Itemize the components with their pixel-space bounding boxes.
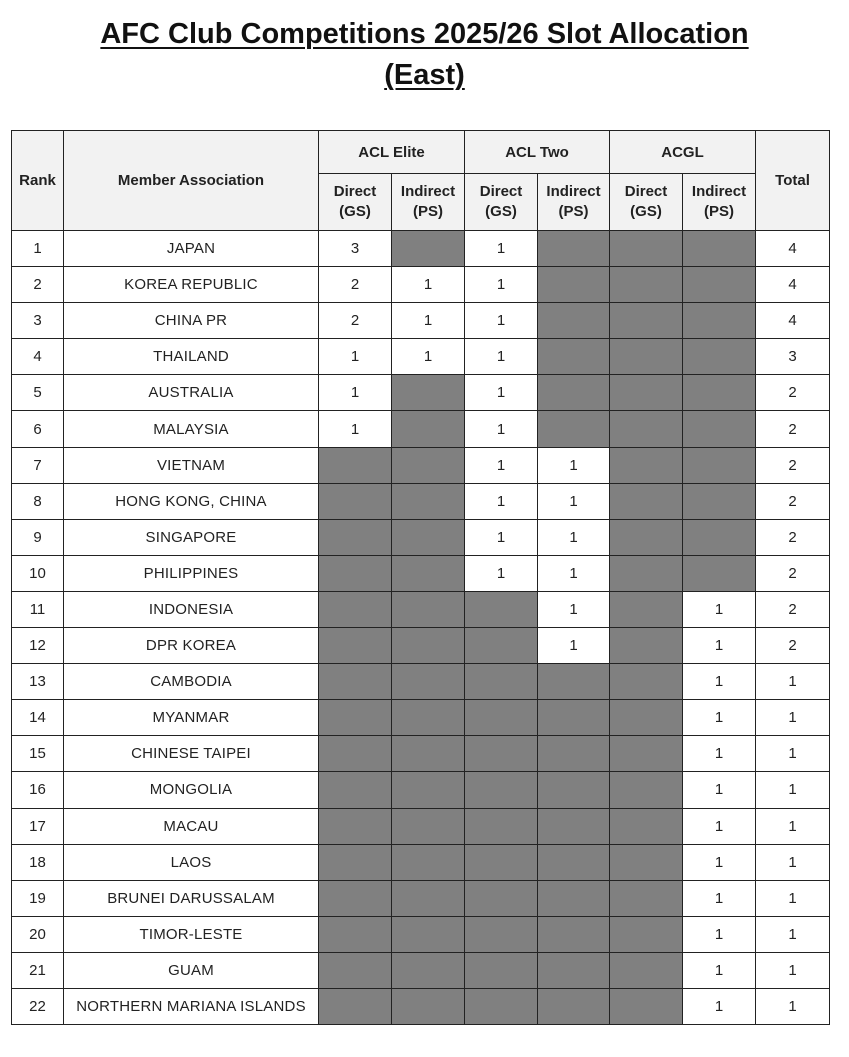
member-association-cell: MYANMAR <box>64 700 319 736</box>
unavailable-slot-cell <box>610 808 683 844</box>
unavailable-slot-cell <box>538 303 610 339</box>
unavailable-slot-cell <box>392 700 465 736</box>
total-cell: 1 <box>756 772 830 808</box>
header-gs-label: (GS) <box>630 203 662 220</box>
member-association-cell: MALAYSIA <box>64 411 319 447</box>
header-rank: Rank <box>12 131 64 231</box>
unavailable-slot-cell <box>683 411 756 447</box>
header-direct-gs <box>610 174 683 231</box>
table-row <box>12 339 830 375</box>
member-association-cell: THAILAND <box>64 339 319 375</box>
member-association-cell: JAPAN <box>64 231 319 267</box>
unavailable-slot-cell <box>538 988 610 1024</box>
rank-cell: 12 <box>12 628 64 664</box>
unavailable-slot-cell <box>610 988 683 1024</box>
unavailable-slot-cell <box>538 736 610 772</box>
member-association-cell: CHINA PR <box>64 303 319 339</box>
unavailable-slot-cell <box>683 519 756 555</box>
header-direct-label: Direct <box>479 183 523 200</box>
unavailable-slot-cell <box>392 628 465 664</box>
acl-two-direct-cell: 1 <box>465 483 538 519</box>
total-cell: 4 <box>756 267 830 303</box>
unavailable-slot-cell <box>465 628 538 664</box>
unavailable-slot-cell <box>610 664 683 700</box>
total-cell: 3 <box>756 339 830 375</box>
rank-cell: 21 <box>12 952 64 988</box>
unavailable-slot-cell <box>319 555 392 591</box>
table-row <box>12 447 830 483</box>
unavailable-slot-cell <box>392 231 465 267</box>
table-row <box>12 952 830 988</box>
table-row <box>12 555 830 591</box>
table-row <box>12 700 830 736</box>
unavailable-slot-cell <box>392 988 465 1024</box>
unavailable-slot-cell <box>610 772 683 808</box>
table-row <box>12 411 830 447</box>
rank-cell: 17 <box>12 808 64 844</box>
header-indirect-label: Indirect <box>691 183 747 200</box>
rank-cell: 9 <box>12 519 64 555</box>
rank-cell: 19 <box>12 880 64 916</box>
acgl-indirect-cell: 1 <box>683 772 756 808</box>
unavailable-slot-cell <box>319 664 392 700</box>
acgl-indirect-cell: 1 <box>683 952 756 988</box>
unavailable-slot-cell <box>610 736 683 772</box>
rank-cell: 15 <box>12 736 64 772</box>
total-cell: 1 <box>756 808 830 844</box>
unavailable-slot-cell <box>683 483 756 519</box>
unavailable-slot-cell <box>465 736 538 772</box>
page-title: AFC Club Competitions 2025/26 Slot Allocation <box>100 18 749 50</box>
unavailable-slot-cell <box>538 700 610 736</box>
unavailable-slot-cell <box>683 375 756 411</box>
member-association-cell: DPR KOREA <box>64 628 319 664</box>
unavailable-slot-cell <box>392 555 465 591</box>
unavailable-slot-cell <box>610 411 683 447</box>
acl-elite-indirect-cell: 1 <box>392 303 465 339</box>
acl-two-indirect-cell: 1 <box>538 591 610 627</box>
unavailable-slot-cell <box>319 844 392 880</box>
unavailable-slot-cell <box>465 988 538 1024</box>
acl-two-direct-cell: 1 <box>465 231 538 267</box>
rank-cell: 2 <box>12 267 64 303</box>
unavailable-slot-cell <box>610 952 683 988</box>
member-association-cell: SINGAPORE <box>64 519 319 555</box>
unavailable-slot-cell <box>392 844 465 880</box>
rank-cell: 22 <box>12 988 64 1024</box>
rank-cell: 7 <box>12 447 64 483</box>
acgl-indirect-cell: 1 <box>683 988 756 1024</box>
total-cell: 2 <box>756 519 830 555</box>
unavailable-slot-cell <box>538 772 610 808</box>
member-association-cell: CHINESE TAIPEI <box>64 736 319 772</box>
unavailable-slot-cell <box>319 772 392 808</box>
unavailable-slot-cell <box>610 555 683 591</box>
rank-cell: 4 <box>12 339 64 375</box>
table-row <box>12 880 830 916</box>
unavailable-slot-cell <box>319 447 392 483</box>
unavailable-slot-cell <box>465 952 538 988</box>
unavailable-slot-cell <box>538 808 610 844</box>
unavailable-slot-cell <box>683 447 756 483</box>
total-cell: 1 <box>756 664 830 700</box>
table-row <box>12 772 830 808</box>
unavailable-slot-cell <box>319 808 392 844</box>
total-cell: 1 <box>756 880 830 916</box>
page-subtitle: (East) <box>384 59 465 91</box>
unavailable-slot-cell <box>610 483 683 519</box>
unavailable-slot-cell <box>538 375 610 411</box>
unavailable-slot-cell <box>392 483 465 519</box>
rank-cell: 3 <box>12 303 64 339</box>
unavailable-slot-cell <box>392 880 465 916</box>
acl-two-indirect-cell: 1 <box>538 555 610 591</box>
unavailable-slot-cell <box>465 880 538 916</box>
table-body <box>12 231 830 1025</box>
unavailable-slot-cell <box>392 519 465 555</box>
header-indirect-label: Indirect <box>546 183 601 200</box>
total-cell: 4 <box>756 231 830 267</box>
unavailable-slot-cell <box>392 591 465 627</box>
member-association-cell: LAOS <box>64 844 319 880</box>
table-row <box>12 231 830 267</box>
unavailable-slot-cell <box>319 880 392 916</box>
unavailable-slot-cell <box>610 231 683 267</box>
total-cell: 1 <box>756 916 830 952</box>
header-direct-label: Direct <box>333 183 377 200</box>
member-association-cell: TIMOR-LESTE <box>64 916 319 952</box>
acl-two-indirect-cell: 1 <box>538 519 610 555</box>
acgl-indirect-cell: 1 <box>683 628 756 664</box>
acgl-indirect-cell: 1 <box>683 700 756 736</box>
acl-elite-indirect-cell: 1 <box>392 267 465 303</box>
header-total: Total <box>756 131 830 231</box>
acl-elite-direct-cell: 2 <box>319 267 392 303</box>
unavailable-slot-cell <box>465 808 538 844</box>
acgl-indirect-cell: 1 <box>683 844 756 880</box>
header-indirect-ps <box>392 174 465 231</box>
header-direct-gs <box>465 174 538 231</box>
acl-two-indirect-cell: 1 <box>538 447 610 483</box>
rank-cell: 11 <box>12 591 64 627</box>
unavailable-slot-cell <box>683 555 756 591</box>
acl-two-direct-cell: 1 <box>465 339 538 375</box>
acgl-indirect-cell: 1 <box>683 880 756 916</box>
unavailable-slot-cell <box>610 916 683 952</box>
acl-elite-direct-cell: 1 <box>319 339 392 375</box>
total-cell: 2 <box>756 411 830 447</box>
unavailable-slot-cell <box>683 303 756 339</box>
unavailable-slot-cell <box>538 664 610 700</box>
rank-cell: 13 <box>12 664 64 700</box>
unavailable-slot-cell <box>610 375 683 411</box>
unavailable-slot-cell <box>392 411 465 447</box>
unavailable-slot-cell <box>610 519 683 555</box>
unavailable-slot-cell <box>392 664 465 700</box>
header-ps-label: (PS) <box>413 203 443 220</box>
total-cell: 1 <box>756 952 830 988</box>
rank-cell: 10 <box>12 555 64 591</box>
unavailable-slot-cell <box>465 916 538 952</box>
member-association-cell: GUAM <box>64 952 319 988</box>
unavailable-slot-cell <box>392 808 465 844</box>
member-association-cell: CAMBODIA <box>64 664 319 700</box>
header-acgl: ACGL <box>610 131 756 174</box>
acl-two-direct-cell: 1 <box>465 303 538 339</box>
slot-allocation-table <box>11 130 830 1025</box>
total-cell: 2 <box>756 375 830 411</box>
total-cell: 2 <box>756 628 830 664</box>
unavailable-slot-cell <box>538 231 610 267</box>
header-indirect-ps <box>538 174 610 231</box>
acl-two-direct-cell: 1 <box>465 375 538 411</box>
unavailable-slot-cell <box>538 267 610 303</box>
member-association-cell: NORTHERN MARIANA ISLANDS <box>64 988 319 1024</box>
member-association-cell: PHILIPPINES <box>64 555 319 591</box>
table-row <box>12 375 830 411</box>
acgl-indirect-cell: 1 <box>683 808 756 844</box>
unavailable-slot-cell <box>538 339 610 375</box>
member-association-cell: AUSTRALIA <box>64 375 319 411</box>
unavailable-slot-cell <box>465 591 538 627</box>
header-gs-label: (GS) <box>339 203 371 220</box>
unavailable-slot-cell <box>465 772 538 808</box>
header-indirect-label: Indirect <box>400 183 456 200</box>
unavailable-slot-cell <box>319 591 392 627</box>
unavailable-slot-cell <box>610 700 683 736</box>
table-row <box>12 808 830 844</box>
unavailable-slot-cell <box>392 375 465 411</box>
unavailable-slot-cell <box>610 880 683 916</box>
table-row <box>12 844 830 880</box>
table-row <box>12 916 830 952</box>
acl-two-indirect-cell: 1 <box>538 483 610 519</box>
unavailable-slot-cell <box>319 700 392 736</box>
unavailable-slot-cell <box>465 664 538 700</box>
unavailable-slot-cell <box>538 844 610 880</box>
rank-cell: 8 <box>12 483 64 519</box>
acl-elite-direct-cell: 3 <box>319 231 392 267</box>
unavailable-slot-cell <box>319 519 392 555</box>
unavailable-slot-cell <box>465 844 538 880</box>
title-block <box>0 14 849 96</box>
acl-elite-indirect-cell: 1 <box>392 339 465 375</box>
unavailable-slot-cell <box>610 303 683 339</box>
unavailable-slot-cell <box>538 411 610 447</box>
unavailable-slot-cell <box>683 231 756 267</box>
rank-cell: 14 <box>12 700 64 736</box>
member-association-cell: INDONESIA <box>64 591 319 627</box>
unavailable-slot-cell <box>319 736 392 772</box>
unavailable-slot-cell <box>610 447 683 483</box>
total-cell: 4 <box>756 303 830 339</box>
table-row <box>12 988 830 1024</box>
table-row <box>12 267 830 303</box>
header-acl-two: ACL Two <box>465 131 610 174</box>
header-ps-label: (PS) <box>704 203 735 220</box>
unavailable-slot-cell <box>538 952 610 988</box>
member-association-cell: MONGOLIA <box>64 772 319 808</box>
unavailable-slot-cell <box>392 916 465 952</box>
unavailable-slot-cell <box>319 952 392 988</box>
unavailable-slot-cell <box>392 447 465 483</box>
unavailable-slot-cell <box>319 988 392 1024</box>
rank-cell: 18 <box>12 844 64 880</box>
acl-two-direct-cell: 1 <box>465 447 538 483</box>
acl-two-direct-cell: 1 <box>465 411 538 447</box>
header-acl-elite: ACL Elite <box>319 131 465 174</box>
total-cell: 2 <box>756 591 830 627</box>
member-association-cell: BRUNEI DARUSSALAM <box>64 880 319 916</box>
unavailable-slot-cell <box>319 628 392 664</box>
rank-cell: 20 <box>12 916 64 952</box>
table-row <box>12 519 830 555</box>
member-association-cell: KOREA REPUBLIC <box>64 267 319 303</box>
unavailable-slot-cell <box>319 483 392 519</box>
unavailable-slot-cell <box>610 844 683 880</box>
table-row <box>12 628 830 664</box>
acgl-indirect-cell: 1 <box>683 916 756 952</box>
unavailable-slot-cell <box>610 628 683 664</box>
acgl-indirect-cell: 1 <box>683 591 756 627</box>
header-indirect-ps <box>683 174 756 231</box>
acl-elite-direct-cell: 2 <box>319 303 392 339</box>
member-association-cell: VIETNAM <box>64 447 319 483</box>
header-member-association: Member Association <box>64 131 319 231</box>
total-cell: 1 <box>756 700 830 736</box>
unavailable-slot-cell <box>392 952 465 988</box>
table-row <box>12 664 830 700</box>
acl-two-indirect-cell: 1 <box>538 628 610 664</box>
header-ps-label: (PS) <box>558 203 589 220</box>
table-row <box>12 591 830 627</box>
rank-cell: 16 <box>12 772 64 808</box>
unavailable-slot-cell <box>538 880 610 916</box>
unavailable-slot-cell <box>392 736 465 772</box>
total-cell: 1 <box>756 736 830 772</box>
unavailable-slot-cell <box>683 339 756 375</box>
total-cell: 2 <box>756 483 830 519</box>
total-cell: 2 <box>756 447 830 483</box>
table-row <box>12 736 830 772</box>
table-row <box>12 303 830 339</box>
unavailable-slot-cell <box>683 267 756 303</box>
unavailable-slot-cell <box>392 772 465 808</box>
acl-two-direct-cell: 1 <box>465 519 538 555</box>
header-direct-label: Direct <box>624 183 668 200</box>
unavailable-slot-cell <box>610 591 683 627</box>
rank-cell: 6 <box>12 411 64 447</box>
acgl-indirect-cell: 1 <box>683 736 756 772</box>
header-direct-gs <box>319 174 392 231</box>
unavailable-slot-cell <box>465 700 538 736</box>
unavailable-slot-cell <box>538 916 610 952</box>
acl-two-direct-cell: 1 <box>465 267 538 303</box>
unavailable-slot-cell <box>610 339 683 375</box>
table-row <box>12 483 830 519</box>
total-cell: 2 <box>756 555 830 591</box>
acl-elite-direct-cell: 1 <box>319 375 392 411</box>
total-cell: 1 <box>756 844 830 880</box>
header-gs-label: (GS) <box>485 203 517 220</box>
member-association-cell: HONG KONG, CHINA <box>64 483 319 519</box>
total-cell: 1 <box>756 988 830 1024</box>
unavailable-slot-cell <box>319 916 392 952</box>
member-association-cell: MACAU <box>64 808 319 844</box>
rank-cell: 5 <box>12 375 64 411</box>
acgl-indirect-cell: 1 <box>683 664 756 700</box>
unavailable-slot-cell <box>610 267 683 303</box>
header-row-groups <box>12 131 830 174</box>
acl-elite-direct-cell: 1 <box>319 411 392 447</box>
acl-two-direct-cell: 1 <box>465 555 538 591</box>
rank-cell: 1 <box>12 231 64 267</box>
